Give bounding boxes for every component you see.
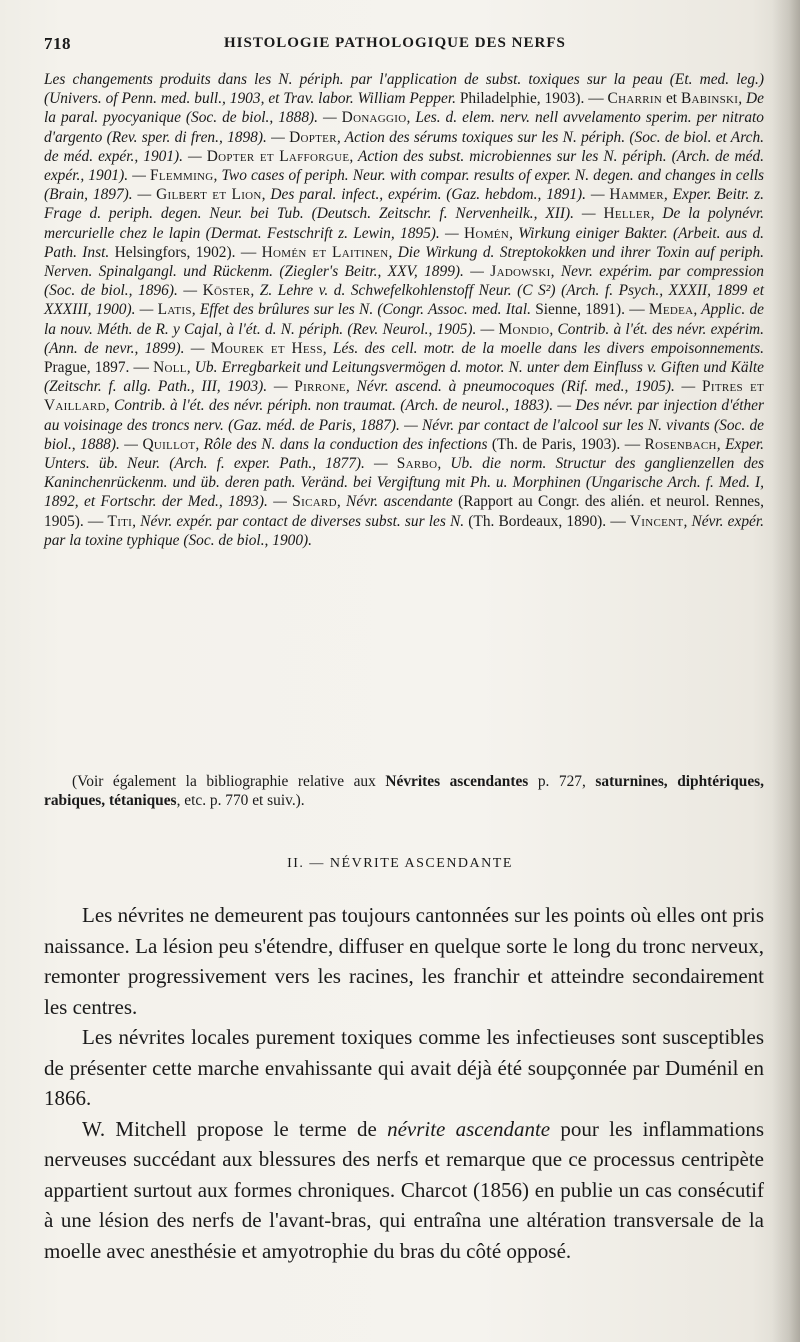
author-name: Flemming [150,167,214,185]
citation-text: , De la polynévr. mercurielle chez le lapin (Dermat. Festschrift z. Lewin, 1895). — [44,205,765,242]
citation-text: , Die Wirkung d. Streptokokken und ihrer Toxin auf periph. Nerven. Spinalgangl. und Rückenm. (Ziegler's Beitr., XXV, 1899). — [44,243,764,281]
page-number: 718 [44,34,71,53]
citation-text: , Névr. ascend. à pneumocoques (Rif. med., 1905). — [345,378,702,396]
citation-text: , Wirkung einiger Bakter. (Arbeit. aus d. Path. Inst. [44,224,764,261]
author-name: Babinski [680,90,739,108]
author-name: Dopter [289,128,337,146]
author-name: Titi [107,512,133,530]
paragraph-2: Les névrites locales purement toxiques comme les infectieuses sont susceptibles de présenter cette marche envahissante qui avait déjà été soupçonnée par Duménil en 1866. [44,1025,764,1110]
author-name: Heller [603,205,651,223]
citation-text: , Les. d. elem. nerv. nell avvelamento sperim. per nitrato d'argento (Rev. sper. di fren., 1898). — [44,109,764,146]
author-name: Medea [648,301,694,319]
note-suffix: , etc. p. 770 et suiv.). [176,792,305,810]
author-name: Homén [464,224,510,242]
bibliography-note [44,772,764,810]
citation-text: , Contrib. à l'ét. des névr. périph. non traumat. (Arch. de neurol., 1883). — Des névr. par injection d'éther au voisinage des troncs nerv. (Gaz. méd. de Paris, 1887). — Névr. par contact de l'alcool sur les N. vivants (Soc. de biol., 1888). — [44,397,764,453]
body-text [44,900,764,1266]
citation-text: , Two cases of periph. Neur. with compar. results of exper. N. degen. and changes in cells (Brain, 1897). — [44,167,765,204]
citation-text: et [662,90,681,108]
citation-text: Philadelphie, 1903). — [459,90,608,108]
citation-text: (Rapport au Congr. des alién. et neurol. Rennes, 1905). — [44,493,764,530]
author-name: Donaggio [341,109,407,127]
citation-text: , Action des sérums toxiques sur les N. périph. (Soc. de biol. et Arch. de méd. expér., 1901). — [44,128,764,165]
author-name: Mondio [498,320,550,338]
citation-text: , Effet des brûlures sur les N. (Congr. Assoc. med. Ital. [191,301,536,319]
page-header [44,34,764,58]
author-name: Mourek et Hess [210,339,323,357]
author-name: Hammer [609,186,664,204]
author-name: Noll [153,359,187,377]
author-name: Gilbert et Lion [156,186,262,204]
author-name: Sicard [292,493,337,511]
note-mid: p. 727, [528,773,596,790]
author-name: Latis [157,301,192,319]
author-name: Quillot [142,435,196,453]
citation-text: , Action des subst. microbiennes sur les N. périph. (Arch. de méd. expér., 1901). — [44,147,764,185]
paragraph-1: Les névrites ne demeurent pas toujours cantonnées sur les points où elles ont pris naissance. La lésion peu s'étendre, diffuser en quelque sorte le long du tronc nerveux, remonter progressivement vers les racines, les franchir et atteindre secondairement les centres. [44,903,764,1019]
citation-text: Les changements produits dans les N. périph. par l'application de subst. toxiques sur la peau (Et. med. leg.) (Univers. of Penn. med. bull., 1903, et Trav. labor. William Pepper. [44,71,764,108]
citation-text: , Contrib. à l'ét. des névr. expérim. (Ann. de nevr., 1899). — [44,320,765,357]
citation-text: , Z. Lehre v. d. Schwefelkohlenstoff Neur. (C S²) (Arch. f. Psych., XXXII, 1899 et XXXIII, 1900). — [44,282,764,319]
citation-text: , Des paral. infect., expérim. (Gaz. hebdom., 1891). — [261,186,610,204]
author-name: Jadowski [490,263,551,281]
author-name: Sarbo [396,455,438,473]
author-name: Rosenbach [644,435,717,453]
citation-text: Prague, 1897. — [44,359,154,377]
paragraph-3-term: névrite ascendante [387,1116,551,1141]
citation-text: , Rôle des N. dans la conduction des infections [195,435,492,453]
citation-text: Sienne, 1891). — [535,301,649,319]
paragraph-3 [44,1114,764,1267]
paragraph-3-start: W. Mitchell propose le terme de [82,1116,388,1141]
author-name: Vincent [629,512,684,530]
author-name: Homén et Laitinen [261,243,389,261]
citation-text: (Th. de Paris, 1903). — [491,435,645,453]
citation-text: , Névr. expér. par contact de diverses subst. sur les N. [132,512,469,530]
author-name: Dopter et Lafforgue [206,147,350,165]
citation-text: , Ub. die norm. Structur des ganglienzellen des Kaninchenrückenm. und üb. deren path. Veränd. bei Vergiftung mit Ph. u. Morphinen (Ungarische Arch. f. Med. I, 1892, et Fortschr. der Med., 1893). — [44,455,764,511]
citation-text: , Névr. expér. par la toxine typhique (Soc. de biol., 1900). [44,512,765,549]
section-heading: II. — NÉVRITE ASCENDANTE [287,856,513,871]
author-name: Pitres et Vaillard [44,378,765,415]
citation-text: , Exper. Unters. üb. Neur. (Arch. f. exper. Path., 1877). — [44,435,764,473]
citation-text: , Névr. ascendante [336,493,459,511]
author-name: Pirrone [294,378,346,396]
citation-text: , Nevr. expérim. par compression (Soc. de biol., 1896). — [44,263,765,300]
page-edge-shadow [772,0,800,1342]
note-prefix: (Voir également la bibliographie relative aux [72,773,386,790]
running-title: HISTOLOGIE PATHOLOGIQUE DES NERFS [224,35,566,51]
citation-text: , Ub. Erregbarkeit und Leitungsvermögen d. motor. N. unter dem Einfluss v. Giften und Kälte (Zeitschr. f. allg. Path., III, 1903). — [44,359,764,396]
citation-text: (Th. Bordeaux, 1890). — [468,512,630,530]
author-name: Charrin [607,90,663,108]
author-name: Köster [202,282,251,300]
citation-text: , Exper. Beitr. z. Frage d. periph. degen. Neur. bei Tub. (Deutsch. Zeitschr. f. Nervenheilk., XII). — [44,186,765,223]
note-bold-list: saturnines, diphtériques, rabiques, tétaniques [44,773,764,810]
note-bold-ascendantes: Névrites ascendantes [385,773,529,790]
citation-text: Helsingfors, 1902). — [114,243,262,261]
citation-text: , Applic. de la nouv. Méth. de R. y Cajal, à l'ét. d. N. périph. (Rev. Neurol., 1905). — [44,301,764,338]
paragraph-3-rest: pour les inflammations nerveuses succédant aux blessures des nerfs et remarque que ce processus centripète appartient surtout aux formes chroniques. Charcot (1856) en publie un cas consécutif à une lésion des nerfs de l'avant-bras, qui entraîna une altération transversale de la moelle avec anesthésie et amyotrophie du bras du côté opposé. [44,1116,764,1263]
bibliography-block [44,70,764,550]
citation-text: , De la paral. pyocyanique (Soc. de biol., 1888). — [44,90,764,127]
citation-text: , Lés. des cell. motr. de la moelle dans les divers empoisonnements. [322,339,764,357]
